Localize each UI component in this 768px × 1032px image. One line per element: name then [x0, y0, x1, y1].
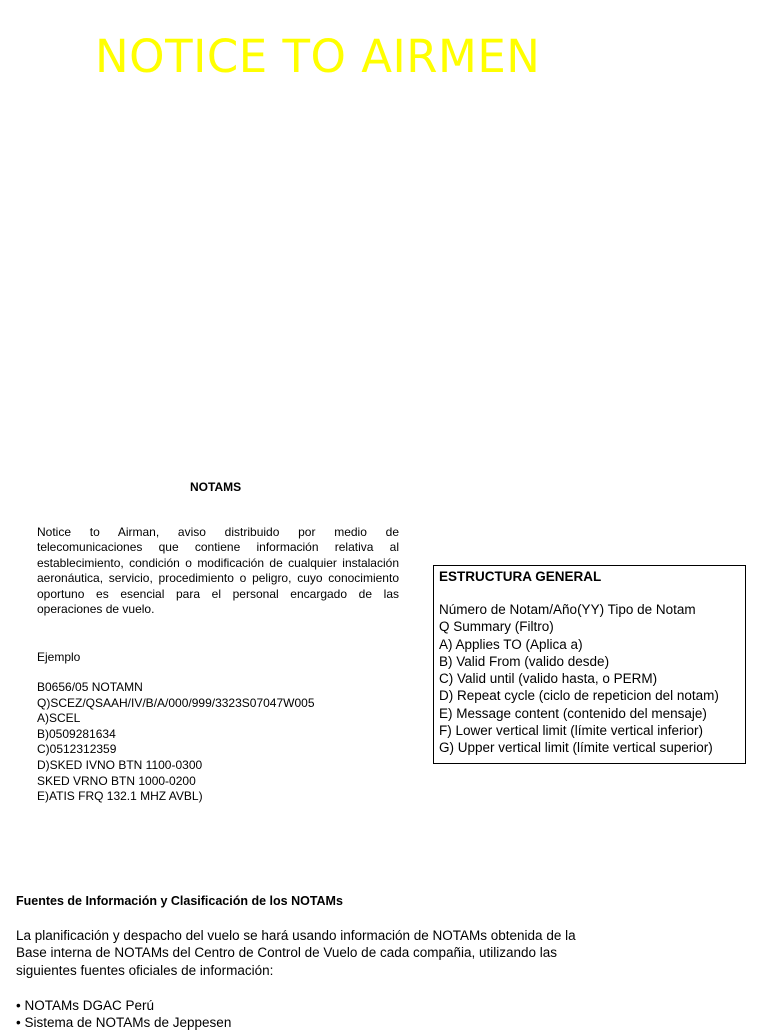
structure-item: B) Valid From (valido desde): [439, 653, 610, 669]
structure-item: C) Valid until (valido hasta, o PERM): [439, 671, 658, 687]
example-line: SKED VRNO BTN 1000-0200: [37, 773, 196, 788]
structure-item: E) Message content (contenido del mensaje): [439, 705, 707, 721]
example-line: Q)SCEZ/QSAAH/IV/B/A/000/999/3323S07047W005: [37, 695, 315, 710]
example-line: C)0512312359: [37, 742, 117, 757]
notams-heading: NOTAMS: [190, 480, 242, 494]
fuentes-heading: Fuentes de Información y Clasificación de los NOTAMs: [16, 894, 343, 908]
example-line: E)ATIS FRQ 132.1 MHZ AVBL): [37, 789, 203, 804]
structure-title: ESTRUCTURA GENERAL: [439, 569, 602, 584]
example-line: A)SCEL: [37, 711, 81, 726]
example-line: B0656/05 NOTAMN: [37, 680, 143, 694]
structure-item: A) Applies TO (Aplica a): [439, 636, 583, 652]
structure-box: [433, 565, 746, 764]
example-line: D)SKED IVNO BTN 1100-0300: [37, 757, 203, 772]
structure-item: Número de Notam/Año(YY) Tipo de Notam: [439, 602, 696, 617]
fuentes-list: [16, 997, 231, 1032]
example-notam: [37, 680, 315, 805]
structure-list: [439, 601, 740, 757]
fuentes-paragraph: La planificación y despacho del vuelo se hará usando información de NOTAMs obtenida de la Base interna de NOTAMs del Centro de Control de Vuelo de cada compañia, utilizando las siguientes fuentes oficiales de información:: [16, 928, 576, 978]
structure-item: G) Upper vertical limit (límite vertical superior): [439, 740, 713, 756]
structure-item: D) Repeat cycle (ciclo de repeticion del notam): [439, 688, 719, 704]
example-line: B)0509281634: [37, 726, 116, 741]
notam-definition: Notice to Airman, aviso distribuido por medio de telecomunicaciones que contiene información relativa al establecimiento, condición o modificación de cualquier instalación aeronáutica, servicio, procedimiento o peligro, cuyo conocimiento oportuno es esencial para el personal encargado de las operaciones de vuelo.: [37, 525, 399, 617]
example-label: Ejemplo: [37, 650, 81, 664]
fuentes-item: • Sistema de NOTAMs de Jeppesen: [16, 1015, 232, 1031]
structure-item: F) Lower vertical limit (límite vertical inferior): [439, 723, 704, 739]
fuentes-item: • NOTAMs DGAC Perú: [16, 998, 154, 1013]
slide-title: NOTICE TO AIRMEN: [95, 30, 541, 83]
structure-item: Q Summary (Filtro): [439, 619, 554, 635]
